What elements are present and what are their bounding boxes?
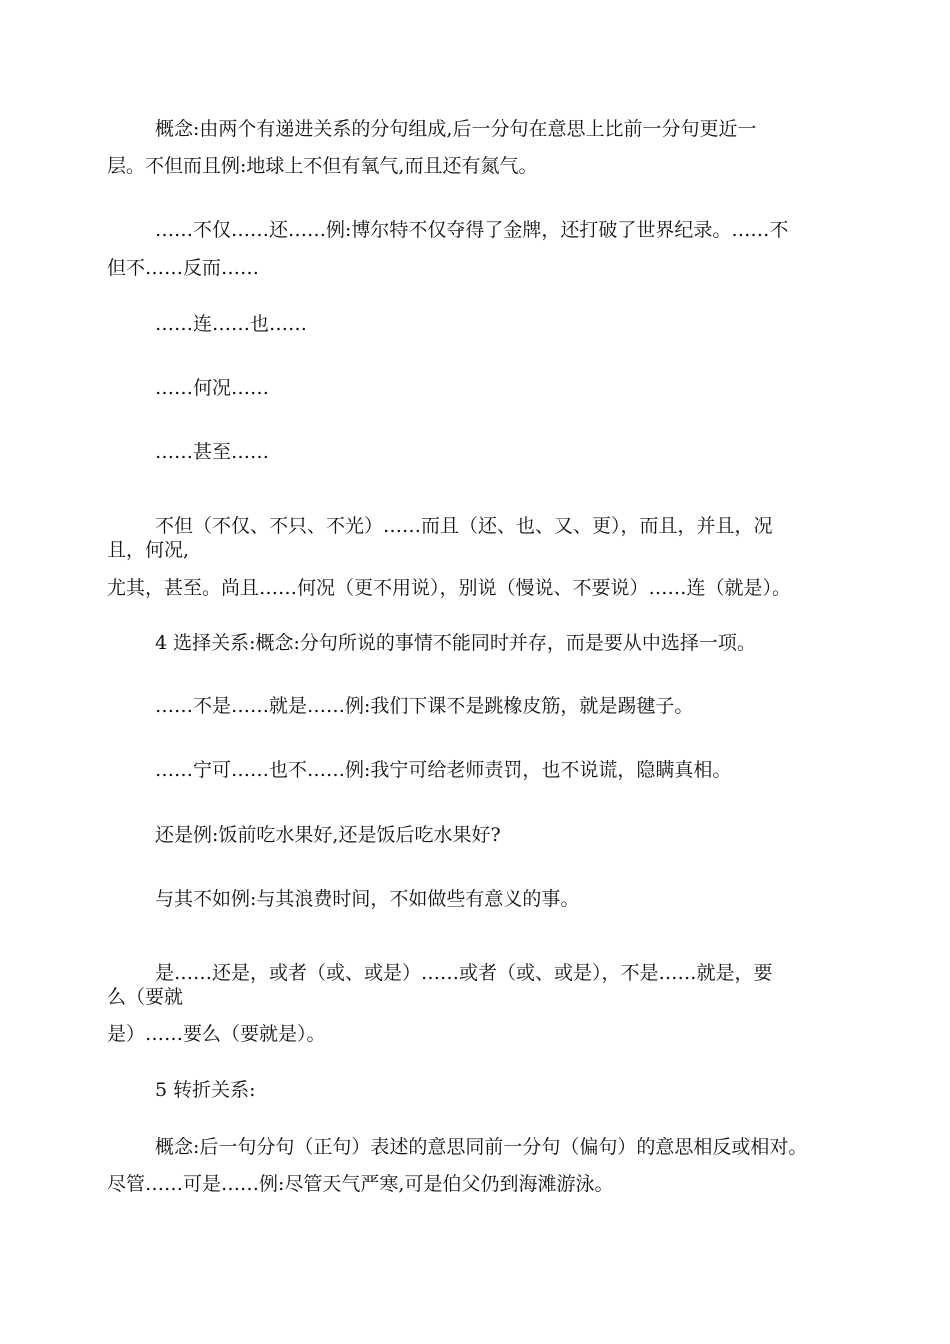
text-line: ……不是……就是……例:我们下课不是跳橡皮筋，就是踢毽子。 — [155, 695, 694, 717]
text-line: ……不仅……还……例:博尔特不仅夺得了金牌，还打破了世界纪录。……不 — [155, 219, 789, 241]
text-line: 概念:由两个有递进关系的分句组成,后一分句在意思上比前一分句更近一 — [155, 118, 757, 140]
text-line: ……甚至…… — [155, 441, 270, 463]
text-line: 尽管……可是……例:尽管天气严寒,可是伯父仍到海滩游泳。 — [107, 1173, 614, 1195]
text-line: ……何况…… — [155, 377, 270, 399]
text-line: 5 转折关系: — [155, 1079, 256, 1101]
text-line: ……连……也…… — [155, 313, 308, 335]
text-line: 与其不如例:与其浪费时间，不如做些有意义的事。 — [155, 888, 580, 910]
text-line: 还是例:饭前吃水果好,还是饭后吃水果好? — [155, 824, 501, 846]
text-line: ……宁可……也不……例:我宁可给老师责罚，也不说谎，隐瞒真相。 — [155, 759, 732, 781]
text-line: 4 选择关系:概念:分句所说的事情不能同时并存，而是要从中选择一项。 — [155, 632, 756, 654]
text-line: 层。不但而且例:地球上不但有氧气,而且还有氮气。 — [107, 155, 538, 177]
text-line: 不但（不仅、不只、不光）……而且（还、也、又、更），而且，并且，况 — [155, 515, 773, 537]
text-line: 但不……反而…… — [107, 257, 260, 279]
text-line: 么（要就 — [107, 986, 184, 1008]
text-line: 是……还是，或者（或、或是）……或者（或、或是），不是……就是，要 — [155, 962, 773, 984]
text-line: 尤其，甚至。尚且……何况（更不用说），别说（慢说、不要说）……连（就是）。 — [107, 577, 792, 599]
text-line: 概念:后一句分句（正句）表述的意思同前一分句（偏句）的意思相反或相对。 — [155, 1136, 808, 1158]
text-line: 且，何况, — [107, 539, 190, 561]
text-line: 是）……要么（要就是）。 — [107, 1023, 326, 1045]
